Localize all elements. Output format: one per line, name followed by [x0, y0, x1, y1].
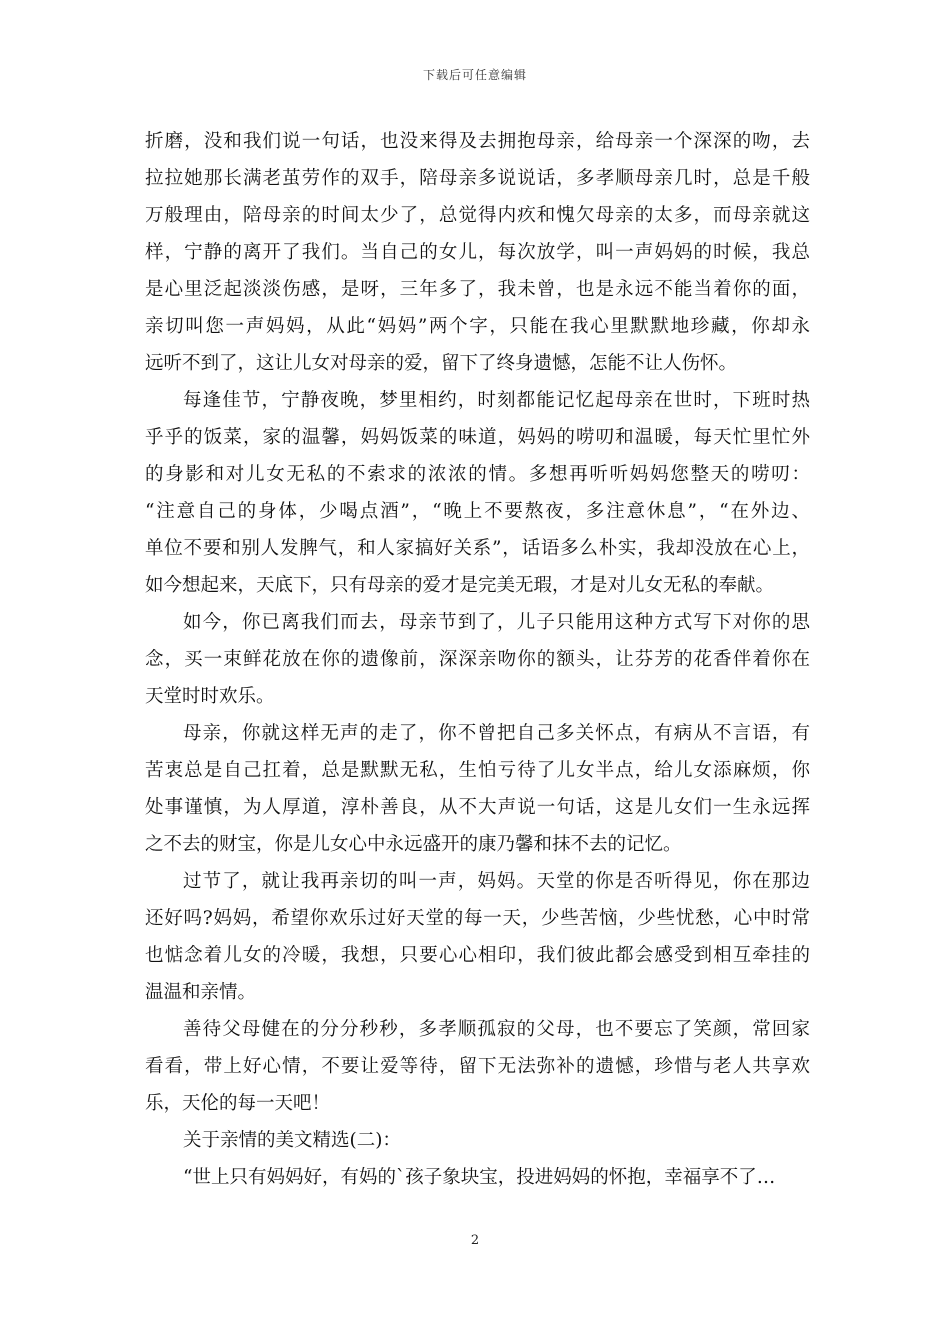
paragraph-4 [145, 715, 810, 863]
text-line: 过节了，就让我再亲切的叫一声，妈妈。天堂的你是否听得见，你在那边 [183, 871, 810, 892]
text-line: 天堂时时欢乐。 [145, 686, 275, 707]
page-number: 2 [470, 1233, 480, 1248]
text-line: “注意自己的身体，少喝点酒”，“晚上不要熬夜，多注意休息”，“在外边、 [145, 501, 810, 522]
paragraph-8 [145, 1159, 810, 1196]
text-line: 远听不到了，这让儿女对母亲的爱，留下了终身遗憾，怎能不让人伤怀。 [145, 353, 738, 374]
paragraph-1 [145, 123, 810, 382]
text-line: 亲切叫您一声妈妈，从此“妈妈”两个字，只能在我心里默默地珍藏，你却永 [145, 316, 810, 337]
text-line: 是心里泛起淡淡伤感，是呀，三年多了，我未曾，也是永远不能当着你的面， [145, 279, 810, 300]
text-line: 折磨，没和我们说一句话，也没来得及去拥抱母亲，给母亲一个深深的吻，去 [145, 131, 810, 152]
document-body [145, 123, 810, 1196]
text-line: 如今，你已离我们而去，母亲节到了，儿子只能用这种方式写下对你的思 [183, 612, 810, 633]
text-line: 如今想起来，天底下，只有母亲的爱才是完美无瑕，才是对儿女无私的奉献。 [145, 575, 775, 596]
text-line: “世上只有妈妈好，有妈的`孩子象块宝，投进妈妈的怀抱，幸福享不了… [183, 1167, 776, 1188]
text-line: 单位不要和别人发脾气，和人家搞好关系”，话语多么朴实，我却没放在心上， [145, 538, 810, 559]
text-line: 也惦念着儿女的冷暖，我想，只要心心相印，我们彼此都会感受到相互牵挂的 [145, 945, 810, 966]
paragraph-2 [145, 382, 810, 604]
text-line: 念，买一束鲜花放在你的遗像前，深深亲吻你的额头，让芬芳的花香伴着你在 [145, 649, 810, 670]
text-line: 还好吗?妈妈，希望你欢乐过好天堂的每一天，少些苦恼，少些忧愁，心中时常 [145, 908, 810, 929]
text-line: 每逢佳节，宁静夜晚，梦里相约，时刻都能记忆起母亲在世时，下班时热 [183, 390, 810, 411]
text-line: 母亲，你就这样无声的走了，你不曾把自己多关怀点，有病从不言语，有 [183, 723, 810, 744]
text-line: 之不去的财宝，你是儿女心中永远盛开的康乃馨和抹不去的记忆。 [145, 834, 682, 855]
text-line: 乐，天伦的每一天吧！ [145, 1093, 331, 1114]
text-line: 善待父母健在的分分秒秒，多孝顺孤寂的父母，也不要忘了笑颜，常回家 [183, 1019, 810, 1040]
page-header: 下载后可任意编辑 [422, 68, 527, 82]
text-line: 的身影和对儿女无私的不索求的浓浓的情。多想再听听妈妈您整天的唠叨： [145, 464, 810, 485]
text-line: 万般理由，陪母亲的时间太少了，总觉得内疚和愧欠母亲的太多，而母亲就这 [145, 205, 810, 226]
text-line: 乎乎的饭菜，家的温馨，妈妈饭菜的味道，妈妈的唠叨和温暖，每天忙里忙外 [145, 427, 810, 448]
text-line: 样，宁静的离开了我们。当自己的女儿，每次放学，叫一声妈妈的时候，我总 [145, 242, 810, 263]
paragraph-3 [145, 604, 810, 715]
section-heading [145, 1122, 810, 1159]
text-line: 看看，带上好心情，不要让爱等待，留下无法弥补的遗憾，珍惜与老人共享欢 [145, 1056, 810, 1077]
text-line: 苦衷总是自己扛着，总是默默无私，生怕亏待了儿女半点，给儿女添麻烦，你 [145, 760, 810, 781]
paragraph-5 [145, 863, 810, 1011]
text-line: 关于亲情的美文精选(二)： [183, 1130, 401, 1151]
text-line: 处事谨慎，为人厚道，淳朴善良，从不大声说一句话，这是儿女们一生永远挥 [145, 797, 810, 818]
text-line: 拉拉她那长满老茧劳作的双手，陪母亲多说说话，多孝顺母亲几时，总是千般 [145, 168, 810, 189]
paragraph-6 [145, 1011, 810, 1122]
text-line: 温温和亲情。 [145, 982, 257, 1003]
